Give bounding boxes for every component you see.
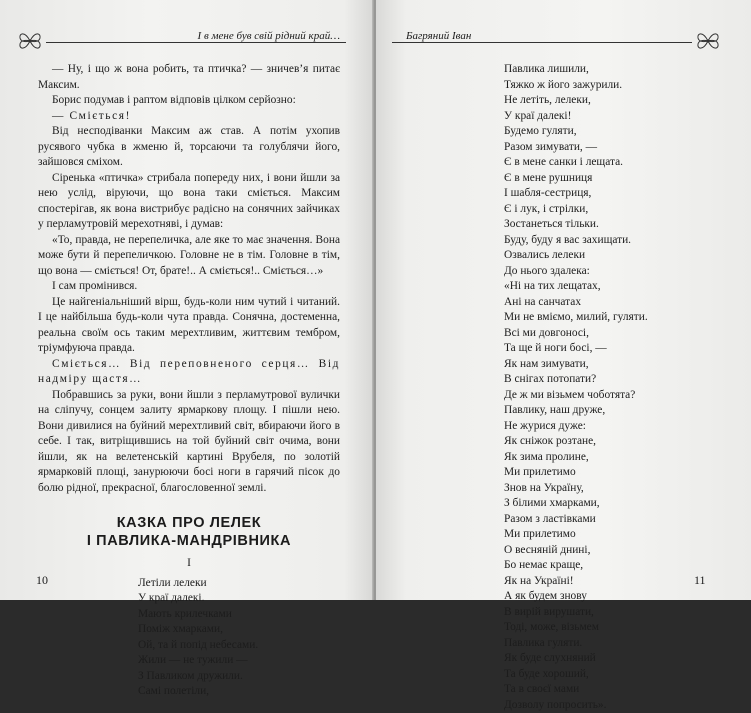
running-header-title: Багряний Іван [406,30,471,42]
poem-line: Є в мене санки і лещата. [504,155,744,171]
poem-line: Разом зимувати, — [504,140,744,156]
poem-line: Летіли лелеки [138,576,340,592]
chapter-title-line: І ПАВЛИКА-МАНДРІВНИКА [38,532,340,550]
poem-line: Знов на Україну, [504,481,744,497]
paragraph: Побравшись за руки, вони йшли з перламутрової вулички на сліпучу, сонцем залиту ярмаркову площу. І пішли нею. Вони дивилися на буйний мерехтливий світ, вбираючи його в себе. І так, витріщившись на той буйний світ очима, вони йшли, як на велетенській картині Врубеля, по золотій ярмарковій площі, занурюючи босі ноги в гарячий пісок до болю рідної, прекрасної, благословенної землі. [38,388,340,497]
leaf-ornament-icon [694,28,722,54]
poem-line: Разом з ластівками [504,512,744,528]
poem-line: Жили — не тужили — [138,653,340,669]
paragraph: — Сміється! [38,109,340,125]
poem-line: Та в своєї мами [504,682,744,698]
poem-line: З білими хмарками, [504,496,744,512]
poem-line: Павлика лишили, [504,62,744,78]
right-page [376,0,751,600]
poem-line: Дозволу попросить». [504,698,744,713]
poem-line: Самі полетіли, [138,684,340,700]
poem-line: Як буде слухняний [504,651,744,667]
poem-line: Як нам зимувати, [504,357,744,373]
poem-line: Та ще й ноги босі, — [504,341,744,357]
paragraph: «То, правда, не перепеличка, але яке то має значення. Вона може бути й перепеличкою. Головне не в тім. Головне в тім, що вона — сміється! От, брате!.. А сміється!.. Сміється…» [38,233,340,280]
poem-line: Буду, буду я вас захищати. [504,233,744,249]
poem-line: В снігах потопати? [504,372,744,388]
left-page-text [38,62,340,700]
poem-line: Ми не вміємо, милий, гуляти. [504,310,744,326]
poem-line: Є і лук, і стрілки, [504,202,744,218]
page-number: 11 [694,573,706,588]
paragraph: Борис подумав і раптом відповів цілком серйозно: [38,93,340,109]
right-running-header [392,24,722,48]
poem-line: Озвались лелеки [504,248,744,264]
page-number: 10 [36,573,48,588]
poem-line: Зостанеться тільки. [504,217,744,233]
poem-line: Тоді, може, візьмем [504,620,744,636]
section-number: І [38,556,340,572]
paragraph: — Ну, і що ж вона робить, та птичка? — зничев’я питає Максим. [38,62,340,93]
poem-line: Ми прилетимо [504,465,744,481]
paragraph: Це найгеніальніший вірш, будь-коли ним чутий і читаний. І це найбільша будь-коли чута правда. Сонячна, достеменна, реальна своїм ось таким мерехтливим, життєвим тембром, тріумфуюча правда. [38,295,340,357]
header-rule [392,42,692,43]
left-running-header [16,24,346,48]
poem-line: Та буде хороший, [504,667,744,683]
paragraph: Сміється… Від переповненого серця… Від надміру щастя… [38,357,340,388]
poem-line: В вирій вирушати, [504,605,744,621]
poem-line: Бо немає краще, [504,558,744,574]
poem-line: Де ж ми візьмем чоботята? [504,388,744,404]
poem-line: Поміж хмарками, [138,622,340,638]
poem-line: Ми прилетимо [504,527,744,543]
poem-line: Мають крилечками [138,607,340,623]
poem-line: О весняній днині, [504,543,744,559]
poem-line: Не журися дуже: [504,419,744,435]
poem [138,576,340,700]
running-header-title: І в мене був свій рідний край… [198,30,340,42]
poem-line: З Павликом дружили. [138,669,340,685]
poem-line: Не летіть, лелеки, [504,93,744,109]
leaf-ornament-icon [16,28,44,54]
chapter-title [38,514,340,550]
poem-line: Ой, та й попід небесами. [138,638,340,654]
paragraph: І сам промінився. [38,279,340,295]
poem-line: Ані на санчатах [504,295,744,311]
poem-line: Будемо гуляти, [504,124,744,140]
poem-line: Всі ми довгоносі, [504,326,744,342]
right-poem [504,62,744,713]
poem-line: І шабля-сестриця, [504,186,744,202]
poem-line: До нього здалека: [504,264,744,280]
chapter-title-line: КАЗКА ПРО ЛЕЛЕК [38,514,340,532]
poem-line: Павлику, наш друже, [504,403,744,419]
poem-line: Є в мене рушниця [504,171,744,187]
left-page [0,0,374,600]
paragraph: Сіренька «птичка» стрибала попереду них, і вони йшли за нею услід, віруючи, що вона таки сміється. Максим спостерігав, як вона вистрибує радісно на сонячних зайчиках у перламутровій мерехотняві, і думав: [38,171,340,233]
poem-line: Тяжко ж його зажурили. [504,78,744,94]
poem-line: Як на Україні! [504,574,744,590]
poem-line: У краї далекі! [504,109,744,125]
poem-line: Павлика гуляти. [504,636,744,652]
poem-line: У краї далекі. [138,591,340,607]
header-rule [46,42,346,43]
poem-line: «Ні на тих лещатах, [504,279,744,295]
poem-line: Як зима пролине, [504,450,744,466]
poem-line: Як сніжок розтане, [504,434,744,450]
paragraph: Від несподіванки Максим аж став. А потім ухопив русявого чубка в жменю й, торсаючи та голублячи його, зайшовся сміхом. [38,124,340,171]
poem-line: А як будем знову [504,589,744,605]
